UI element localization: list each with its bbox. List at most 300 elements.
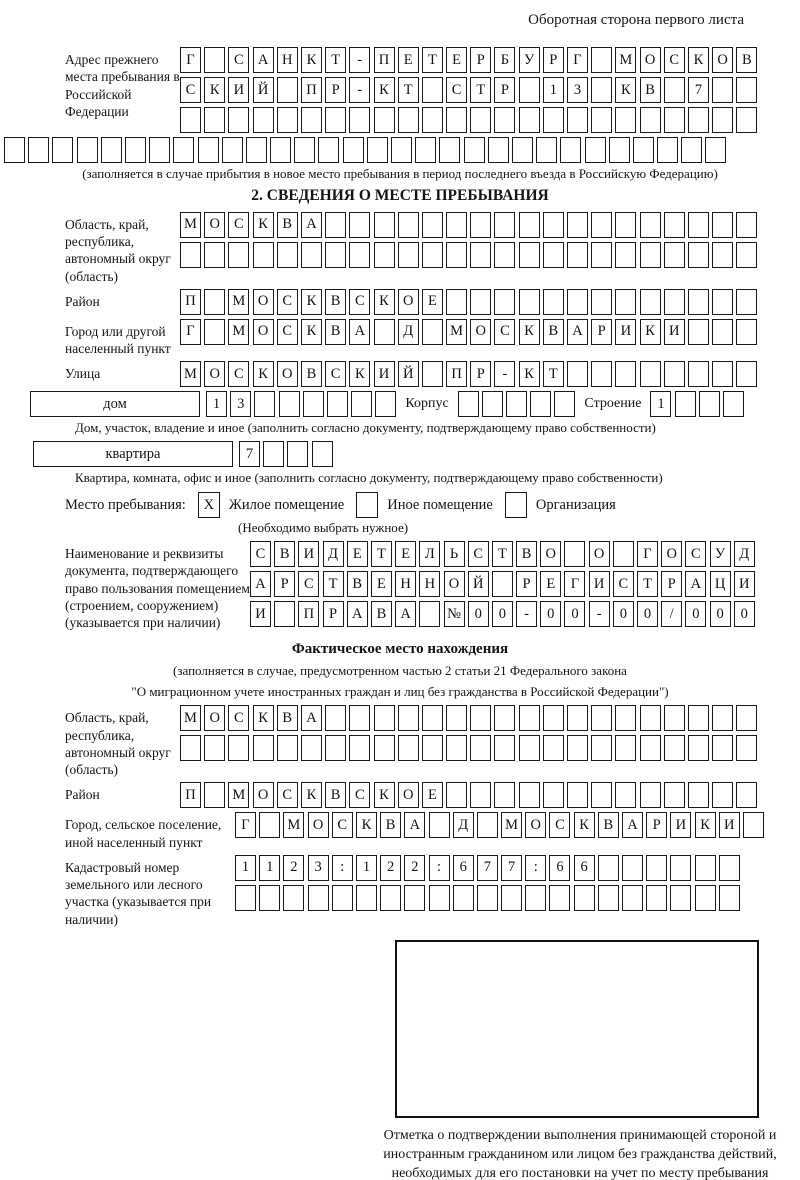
char-cell[interactable] <box>349 735 370 761</box>
char-cell[interactable] <box>446 735 467 761</box>
char-cell[interactable] <box>494 212 515 238</box>
char-cell[interactable]: И <box>250 601 271 627</box>
char-cell[interactable] <box>446 705 467 731</box>
char-cell[interactable]: 0 <box>685 601 706 627</box>
char-cell[interactable]: К <box>253 212 274 238</box>
char-cell[interactable] <box>482 391 503 417</box>
char-cell[interactable]: Е <box>371 571 392 597</box>
char-cell[interactable]: 0 <box>540 601 561 627</box>
char-cell[interactable] <box>567 735 588 761</box>
char-cell[interactable] <box>591 107 612 133</box>
char-cell[interactable]: Е <box>422 289 443 315</box>
char-cell[interactable] <box>349 705 370 731</box>
char-cell[interactable] <box>712 289 733 315</box>
char-cell[interactable] <box>446 242 467 268</box>
char-cell[interactable] <box>429 885 450 911</box>
char-cell[interactable]: О <box>470 319 491 345</box>
char-cell[interactable]: В <box>325 782 346 808</box>
char-cell[interactable]: О <box>398 782 419 808</box>
char-cell[interactable] <box>543 242 564 268</box>
char-cell[interactable] <box>554 391 575 417</box>
char-cell[interactable] <box>375 391 396 417</box>
char-cell[interactable]: 0 <box>710 601 731 627</box>
char-cell[interactable] <box>615 782 636 808</box>
char-cell[interactable] <box>712 107 733 133</box>
char-cell[interactable]: И <box>228 77 249 103</box>
char-cell[interactable]: В <box>325 289 346 315</box>
char-cell[interactable]: О <box>444 571 465 597</box>
char-cell[interactable] <box>681 137 702 163</box>
char-cell[interactable] <box>736 107 757 133</box>
char-cell[interactable]: Т <box>371 541 392 567</box>
char-cell[interactable] <box>549 885 570 911</box>
char-cell[interactable] <box>464 137 485 163</box>
char-cell[interactable] <box>543 289 564 315</box>
char-cell[interactable] <box>743 812 764 838</box>
char-cell[interactable] <box>204 47 225 73</box>
char-cell[interactable] <box>664 212 685 238</box>
char-cell[interactable] <box>446 782 467 808</box>
char-cell[interactable]: К <box>374 289 395 315</box>
char-cell[interactable]: : <box>525 855 546 881</box>
char-cell[interactable] <box>574 885 595 911</box>
char-cell[interactable] <box>688 289 709 315</box>
other-premises-checkbox[interactable] <box>356 492 378 518</box>
char-cell[interactable]: С <box>349 782 370 808</box>
char-cell[interactable]: В <box>274 541 295 567</box>
char-cell[interactable]: 2 <box>404 855 425 881</box>
char-cell[interactable] <box>591 242 612 268</box>
char-cell[interactable]: К <box>374 782 395 808</box>
char-cell[interactable]: О <box>277 361 298 387</box>
char-cell[interactable]: М <box>180 361 201 387</box>
char-cell[interactable] <box>470 735 491 761</box>
char-cell[interactable]: О <box>661 541 682 567</box>
char-cell[interactable] <box>519 242 540 268</box>
char-cell[interactable] <box>204 289 225 315</box>
char-cell[interactable]: Б <box>494 47 515 73</box>
char-cell[interactable] <box>519 735 540 761</box>
char-cell[interactable] <box>613 541 634 567</box>
char-cell[interactable]: Г <box>637 541 658 567</box>
char-cell[interactable]: К <box>301 782 322 808</box>
char-cell[interactable]: Д <box>323 541 344 567</box>
char-cell[interactable] <box>351 391 372 417</box>
char-cell[interactable] <box>736 289 757 315</box>
char-cell[interactable] <box>615 361 636 387</box>
char-cell[interactable] <box>101 137 122 163</box>
char-cell[interactable] <box>712 77 733 103</box>
char-cell[interactable]: Н <box>277 47 298 73</box>
char-cell[interactable]: Т <box>422 47 443 73</box>
char-cell[interactable] <box>301 242 322 268</box>
char-cell[interactable] <box>198 137 219 163</box>
char-cell[interactable] <box>398 212 419 238</box>
char-cell[interactable] <box>519 782 540 808</box>
char-cell[interactable]: Й <box>468 571 489 597</box>
char-cell[interactable]: У <box>519 47 540 73</box>
char-cell[interactable] <box>494 735 515 761</box>
char-cell[interactable] <box>349 107 370 133</box>
char-cell[interactable] <box>567 705 588 731</box>
char-cell[interactable] <box>719 855 740 881</box>
char-cell[interactable] <box>688 735 709 761</box>
char-cell[interactable] <box>543 735 564 761</box>
char-cell[interactable] <box>419 601 440 627</box>
char-cell[interactable] <box>695 885 716 911</box>
char-cell[interactable] <box>325 705 346 731</box>
char-cell[interactable] <box>398 705 419 731</box>
char-cell[interactable]: К <box>356 812 377 838</box>
char-cell[interactable] <box>712 319 733 345</box>
char-cell[interactable]: М <box>501 812 522 838</box>
char-cell[interactable]: Е <box>540 571 561 597</box>
char-cell[interactable]: Е <box>395 541 416 567</box>
char-cell[interactable]: В <box>347 571 368 597</box>
char-cell[interactable] <box>519 107 540 133</box>
char-cell[interactable] <box>488 137 509 163</box>
char-cell[interactable] <box>543 107 564 133</box>
char-cell[interactable] <box>422 705 443 731</box>
char-cell[interactable] <box>646 885 667 911</box>
char-cell[interactable]: С <box>228 47 249 73</box>
char-cell[interactable] <box>279 391 300 417</box>
char-cell[interactable] <box>699 391 720 417</box>
char-cell[interactable]: К <box>519 319 540 345</box>
char-cell[interactable]: Д <box>453 812 474 838</box>
char-cell[interactable]: К <box>301 47 322 73</box>
char-cell[interactable]: А <box>253 47 274 73</box>
char-cell[interactable]: Т <box>323 571 344 597</box>
char-cell[interactable] <box>640 107 661 133</box>
char-cell[interactable] <box>312 441 333 467</box>
char-cell[interactable]: К <box>204 77 225 103</box>
char-cell[interactable] <box>332 885 353 911</box>
char-cell[interactable] <box>591 77 612 103</box>
char-cell[interactable] <box>506 391 527 417</box>
char-cell[interactable] <box>723 391 744 417</box>
char-cell[interactable]: 0 <box>613 601 634 627</box>
char-cell[interactable] <box>712 212 733 238</box>
char-cell[interactable] <box>640 212 661 238</box>
char-cell[interactable]: О <box>640 47 661 73</box>
char-cell[interactable]: О <box>308 812 329 838</box>
char-cell[interactable]: 3 <box>230 391 251 417</box>
char-cell[interactable]: И <box>615 319 636 345</box>
char-cell[interactable] <box>470 242 491 268</box>
char-cell[interactable] <box>253 242 274 268</box>
char-cell[interactable]: Ь <box>444 541 465 567</box>
char-cell[interactable]: 3 <box>567 77 588 103</box>
char-cell[interactable]: П <box>180 782 201 808</box>
char-cell[interactable] <box>640 782 661 808</box>
char-cell[interactable]: Ц <box>710 571 731 597</box>
char-cell[interactable]: С <box>446 77 467 103</box>
char-cell[interactable]: А <box>349 319 370 345</box>
char-cell[interactable] <box>327 391 348 417</box>
char-cell[interactable]: - <box>516 601 537 627</box>
char-cell[interactable] <box>204 107 225 133</box>
char-cell[interactable] <box>367 137 388 163</box>
char-cell[interactable] <box>640 735 661 761</box>
char-cell[interactable] <box>567 289 588 315</box>
char-cell[interactable] <box>712 782 733 808</box>
char-cell[interactable] <box>712 242 733 268</box>
char-cell[interactable]: М <box>228 782 249 808</box>
char-cell[interactable]: О <box>712 47 733 73</box>
char-cell[interactable]: К <box>301 289 322 315</box>
char-cell[interactable]: 7 <box>688 77 709 103</box>
char-cell[interactable] <box>736 361 757 387</box>
char-cell[interactable] <box>712 735 733 761</box>
char-cell[interactable] <box>222 137 243 163</box>
char-cell[interactable] <box>294 137 315 163</box>
char-cell[interactable] <box>259 812 280 838</box>
char-cell[interactable] <box>585 137 606 163</box>
char-cell[interactable] <box>633 137 654 163</box>
char-cell[interactable] <box>512 137 533 163</box>
char-cell[interactable]: Р <box>325 77 346 103</box>
char-cell[interactable]: О <box>204 361 225 387</box>
char-cell[interactable] <box>277 242 298 268</box>
char-cell[interactable]: Р <box>543 47 564 73</box>
char-cell[interactable] <box>277 107 298 133</box>
char-cell[interactable]: Е <box>347 541 368 567</box>
char-cell[interactable]: В <box>640 77 661 103</box>
char-cell[interactable]: С <box>228 212 249 238</box>
char-cell[interactable] <box>543 705 564 731</box>
char-cell[interactable]: М <box>180 212 201 238</box>
organization-checkbox[interactable] <box>505 492 527 518</box>
char-cell[interactable] <box>591 705 612 731</box>
char-cell[interactable] <box>374 107 395 133</box>
char-cell[interactable] <box>688 705 709 731</box>
char-cell[interactable] <box>125 137 146 163</box>
char-cell[interactable] <box>719 885 740 911</box>
char-cell[interactable]: : <box>332 855 353 881</box>
char-cell[interactable]: А <box>395 601 416 627</box>
char-cell[interactable] <box>204 242 225 268</box>
char-cell[interactable] <box>615 212 636 238</box>
char-cell[interactable]: В <box>736 47 757 73</box>
char-cell[interactable] <box>228 107 249 133</box>
char-cell[interactable]: № <box>444 601 465 627</box>
char-cell[interactable] <box>470 782 491 808</box>
char-cell[interactable] <box>303 391 324 417</box>
char-cell[interactable]: 0 <box>564 601 585 627</box>
char-cell[interactable]: О <box>204 212 225 238</box>
char-cell[interactable]: К <box>253 361 274 387</box>
char-cell[interactable]: К <box>640 319 661 345</box>
char-cell[interactable] <box>477 885 498 911</box>
char-cell[interactable]: 1 <box>206 391 227 417</box>
char-cell[interactable]: 7 <box>501 855 522 881</box>
char-cell[interactable] <box>670 885 691 911</box>
char-cell[interactable]: К <box>695 812 716 838</box>
char-cell[interactable] <box>422 319 443 345</box>
char-cell[interactable] <box>646 855 667 881</box>
char-cell[interactable]: С <box>228 705 249 731</box>
char-cell[interactable]: У <box>710 541 731 567</box>
char-cell[interactable]: С <box>277 289 298 315</box>
char-cell[interactable] <box>180 107 201 133</box>
char-cell[interactable]: - <box>349 77 370 103</box>
char-cell[interactable] <box>567 107 588 133</box>
apartment-field-box[interactable] <box>33 441 233 467</box>
char-cell[interactable]: А <box>404 812 425 838</box>
char-cell[interactable] <box>325 107 346 133</box>
char-cell[interactable] <box>374 735 395 761</box>
char-cell[interactable]: А <box>622 812 643 838</box>
char-cell[interactable]: С <box>549 812 570 838</box>
char-cell[interactable] <box>622 885 643 911</box>
char-cell[interactable]: Р <box>661 571 682 597</box>
char-cell[interactable] <box>664 782 685 808</box>
house-field-box[interactable] <box>30 391 200 417</box>
char-cell[interactable]: М <box>446 319 467 345</box>
char-cell[interactable] <box>591 735 612 761</box>
char-cell[interactable]: 0 <box>492 601 513 627</box>
char-cell[interactable] <box>688 782 709 808</box>
char-cell[interactable]: А <box>301 212 322 238</box>
char-cell[interactable] <box>52 137 73 163</box>
char-cell[interactable]: С <box>685 541 706 567</box>
char-cell[interactable]: К <box>574 812 595 838</box>
char-cell[interactable] <box>470 705 491 731</box>
char-cell[interactable] <box>308 885 329 911</box>
char-cell[interactable] <box>253 107 274 133</box>
char-cell[interactable]: 0 <box>637 601 658 627</box>
char-cell[interactable] <box>688 212 709 238</box>
char-cell[interactable] <box>615 289 636 315</box>
char-cell[interactable] <box>525 885 546 911</box>
char-cell[interactable] <box>519 289 540 315</box>
char-cell[interactable]: П <box>446 361 467 387</box>
char-cell[interactable] <box>374 212 395 238</box>
char-cell[interactable]: О <box>398 289 419 315</box>
char-cell[interactable]: С <box>494 319 515 345</box>
char-cell[interactable] <box>470 212 491 238</box>
char-cell[interactable]: А <box>250 571 271 597</box>
char-cell[interactable] <box>664 705 685 731</box>
char-cell[interactable] <box>246 137 267 163</box>
char-cell[interactable]: Й <box>398 361 419 387</box>
char-cell[interactable] <box>204 319 225 345</box>
char-cell[interactable]: К <box>615 77 636 103</box>
char-cell[interactable] <box>705 137 726 163</box>
char-cell[interactable]: О <box>204 705 225 731</box>
char-cell[interactable]: С <box>325 361 346 387</box>
char-cell[interactable] <box>664 361 685 387</box>
char-cell[interactable]: 6 <box>549 855 570 881</box>
char-cell[interactable] <box>422 107 443 133</box>
char-cell[interactable] <box>301 107 322 133</box>
char-cell[interactable] <box>422 242 443 268</box>
char-cell[interactable]: 1 <box>235 855 256 881</box>
char-cell[interactable]: И <box>298 541 319 567</box>
char-cell[interactable]: 1 <box>259 855 280 881</box>
char-cell[interactable] <box>263 441 284 467</box>
char-cell[interactable] <box>615 705 636 731</box>
char-cell[interactable] <box>325 212 346 238</box>
char-cell[interactable]: Р <box>516 571 537 597</box>
char-cell[interactable] <box>274 601 295 627</box>
char-cell[interactable] <box>446 289 467 315</box>
char-cell[interactable]: - <box>589 601 610 627</box>
char-cell[interactable]: 1 <box>543 77 564 103</box>
char-cell[interactable]: О <box>253 319 274 345</box>
char-cell[interactable]: Г <box>235 812 256 838</box>
char-cell[interactable] <box>77 137 98 163</box>
char-cell[interactable] <box>374 705 395 731</box>
char-cell[interactable]: С <box>277 782 298 808</box>
char-cell[interactable]: О <box>540 541 561 567</box>
char-cell[interactable] <box>283 885 304 911</box>
char-cell[interactable] <box>422 212 443 238</box>
char-cell[interactable] <box>404 885 425 911</box>
char-cell[interactable]: Т <box>543 361 564 387</box>
char-cell[interactable]: Г <box>180 47 201 73</box>
char-cell[interactable] <box>615 735 636 761</box>
char-cell[interactable] <box>591 47 612 73</box>
char-cell[interactable]: Р <box>494 77 515 103</box>
char-cell[interactable]: Й <box>253 77 274 103</box>
char-cell[interactable] <box>253 735 274 761</box>
char-cell[interactable]: / <box>661 601 682 627</box>
char-cell[interactable]: М <box>283 812 304 838</box>
char-cell[interactable]: : <box>429 855 450 881</box>
char-cell[interactable] <box>640 289 661 315</box>
char-cell[interactable]: Р <box>470 361 491 387</box>
char-cell[interactable]: И <box>734 571 755 597</box>
char-cell[interactable]: - <box>494 361 515 387</box>
char-cell[interactable] <box>543 782 564 808</box>
char-cell[interactable]: П <box>298 601 319 627</box>
char-cell[interactable]: К <box>519 361 540 387</box>
char-cell[interactable] <box>446 212 467 238</box>
char-cell[interactable]: О <box>525 812 546 838</box>
char-cell[interactable]: М <box>180 705 201 731</box>
char-cell[interactable] <box>477 812 498 838</box>
char-cell[interactable] <box>235 885 256 911</box>
char-cell[interactable]: Р <box>470 47 491 73</box>
char-cell[interactable] <box>591 782 612 808</box>
char-cell[interactable] <box>615 242 636 268</box>
char-cell[interactable] <box>343 137 364 163</box>
char-cell[interactable]: Е <box>422 782 443 808</box>
char-cell[interactable]: И <box>664 319 685 345</box>
char-cell[interactable] <box>598 855 619 881</box>
char-cell[interactable] <box>325 735 346 761</box>
char-cell[interactable] <box>349 242 370 268</box>
char-cell[interactable] <box>567 361 588 387</box>
char-cell[interactable]: Р <box>591 319 612 345</box>
char-cell[interactable]: П <box>180 289 201 315</box>
char-cell[interactable] <box>287 441 308 467</box>
char-cell[interactable]: О <box>589 541 610 567</box>
char-cell[interactable] <box>736 77 757 103</box>
char-cell[interactable] <box>173 137 194 163</box>
char-cell[interactable] <box>492 571 513 597</box>
char-cell[interactable] <box>325 242 346 268</box>
char-cell[interactable] <box>422 77 443 103</box>
char-cell[interactable] <box>664 242 685 268</box>
char-cell[interactable] <box>670 855 691 881</box>
char-cell[interactable]: И <box>670 812 691 838</box>
char-cell[interactable]: И <box>719 812 740 838</box>
char-cell[interactable]: В <box>598 812 619 838</box>
char-cell[interactable] <box>664 107 685 133</box>
